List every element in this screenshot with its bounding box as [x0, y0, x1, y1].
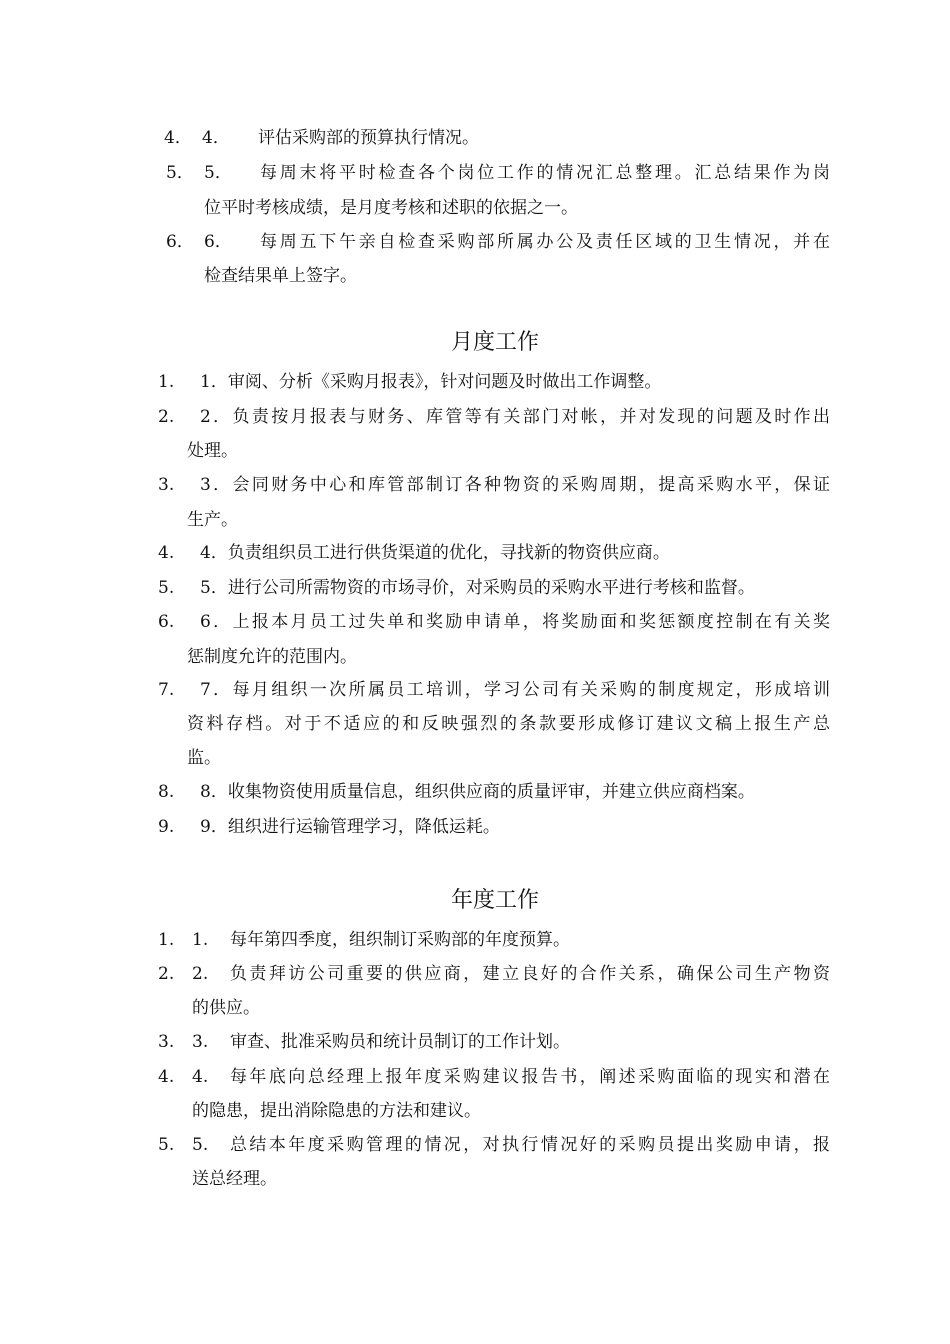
item-text: 6．上报本月员工过失单和奖励申请单，将奖励面和奖惩额度控制在有关奖 — [200, 612, 830, 632]
item-number: 6． — [166, 232, 194, 252]
item-text: 3．会同财务中心和库管部制订各种物资的采购周期，提高采购水平，保证 — [200, 475, 830, 495]
item-number: 5. — [158, 1135, 175, 1155]
item-text: 2．负责按月报表与财务、库管等有关部门对帐，并对发现的问题及时作出 — [200, 407, 830, 427]
item-text: 每年底向总经理上报年度采购建议报告书，阐述采购面临的现实和潜在 — [230, 1067, 830, 1087]
item-text: 1．审阅、分析《采购月报表》，针对问题及时做出工作调整。 — [200, 372, 662, 392]
item-number: 1. — [158, 372, 175, 392]
item-number: 9. — [158, 817, 175, 837]
item-text: 评估采购部的预算执行情况。 — [258, 128, 479, 148]
item-subnumber: 3. — [192, 1032, 209, 1052]
item-number: 7. — [158, 680, 175, 700]
section-heading: 月度工作 — [450, 330, 539, 355]
item-subnumber: 1. — [192, 930, 209, 950]
item-subnumber: 2. — [192, 964, 209, 984]
item-number: 5． — [166, 163, 194, 183]
item-text: 总结本年度采购管理的情况，对执行情况好的采购员提出奖励申请，报 — [230, 1135, 830, 1155]
item-text-continued: 资料存档。对于不适应的和反映强烈的条款要形成修订建议文稿上报生产总 — [187, 714, 830, 734]
item-subnumber: 5. — [192, 1135, 209, 1155]
item-subnumber: 4. — [192, 1067, 209, 1087]
item-text: 5．进行公司所需物资的市场寻价，对采购员的采购水平进行考核和监督。 — [200, 578, 755, 598]
item-number: 3. — [158, 475, 175, 495]
item-number: 4． — [164, 128, 192, 148]
item-text-continued: 检查结果单上签字。 — [204, 266, 357, 286]
item-text: 每周末将平时检查各个岗位工作的情况汇总整理。汇总结果作为岗 — [260, 163, 830, 183]
section-heading: 年度工作 — [450, 888, 539, 913]
item-number: 6. — [158, 612, 175, 632]
item-number: 4. — [158, 1067, 175, 1087]
item-text-continued: 的隐患，提出消除隐患的方法和建议。 — [192, 1101, 481, 1121]
item-text-continued: 监。 — [187, 748, 221, 768]
item-number: 3. — [158, 1032, 175, 1052]
item-text-continued: 的供应。 — [192, 998, 260, 1018]
item-subnumber: 4． — [202, 128, 230, 148]
item-text: 4．负责组织员工进行供货渠道的优化，寻找新的物资供应商。 — [200, 543, 670, 563]
item-text: 每周五下午亲自检查采购部所属办公及责任区域的卫生情况，并在 — [260, 232, 830, 252]
item-text: 9．组织进行运输管理学习，降低运耗。 — [200, 817, 500, 837]
item-number: 8. — [158, 782, 175, 802]
item-text: 审查、批准采购员和统计员制订的工作计划。 — [230, 1032, 570, 1052]
item-text-continued: 生产。 — [187, 510, 238, 530]
item-text: 负责拜访公司重要的供应商，建立良好的合作关系，确保公司生产物资 — [230, 964, 830, 984]
item-number: 2. — [158, 407, 175, 427]
item-number: 2. — [158, 964, 175, 984]
item-text-continued: 惩制度允许的范围内。 — [187, 647, 357, 667]
item-text-continued: 处理。 — [187, 441, 238, 461]
item-text: 7．每月组织一次所属员工培训，学习公司有关采购的制度规定，形成培训 — [200, 680, 830, 700]
item-number: 5. — [158, 578, 175, 598]
item-text-continued: 送总经理。 — [192, 1169, 277, 1189]
item-subnumber: 6． — [204, 232, 232, 252]
item-text: 每年第四季度，组织制订采购部的年度预算。 — [230, 930, 570, 950]
item-number: 4. — [158, 543, 175, 563]
item-text: 8．收集物资使用质量信息，组织供应商的质量评审，并建立供应商档案。 — [200, 782, 755, 802]
item-text-continued: 位平时考核成绩，是月度考核和述职的依据之一。 — [204, 198, 578, 218]
item-number: 1. — [158, 930, 175, 950]
item-subnumber: 5． — [204, 163, 232, 183]
